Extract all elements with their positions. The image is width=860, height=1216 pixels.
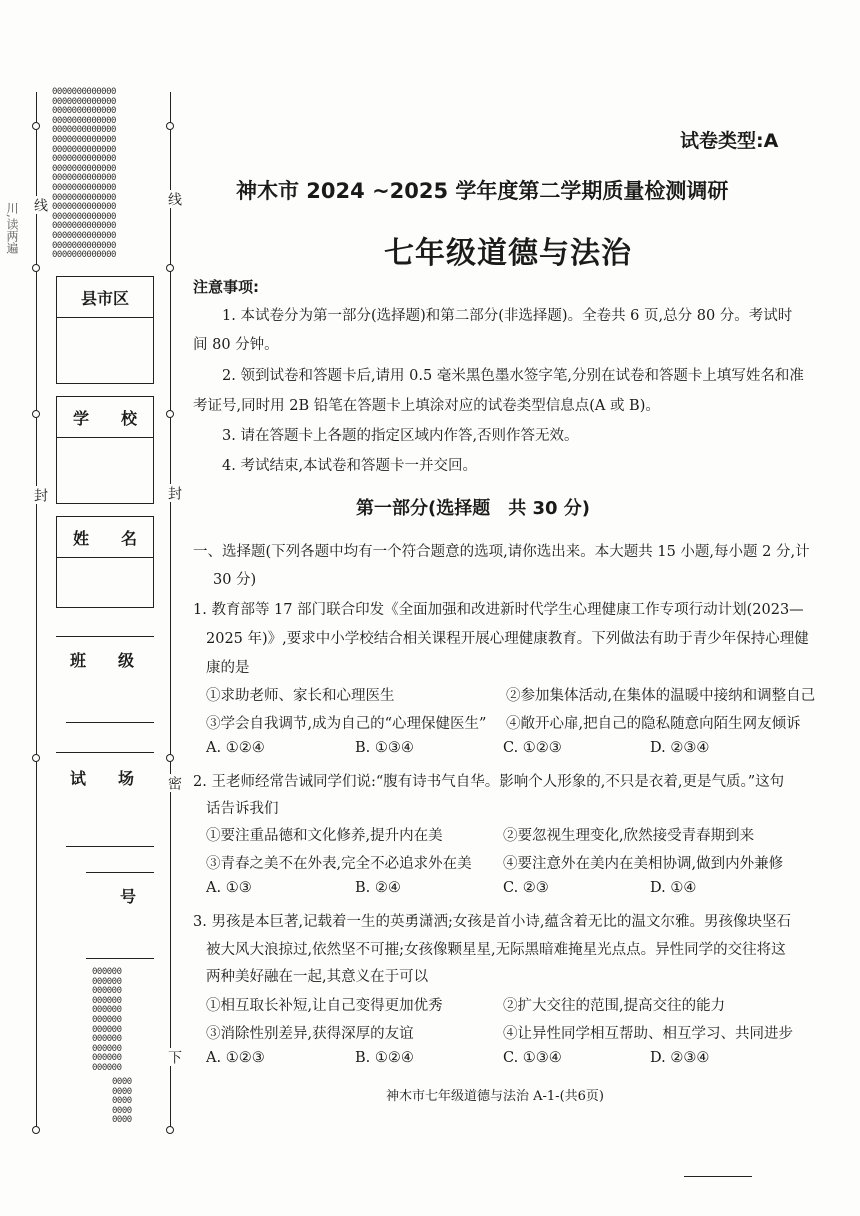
dot-grid-bottom-left: 0000 0000 0000 0000 0000 <box>112 1077 132 1126</box>
option-statement: ②要忽视生理变化,欣然接受青春期到来 <box>503 828 755 844</box>
question-stem: 话告诉我们 <box>206 801 279 817</box>
cut-label-seal-left: 封 <box>32 488 48 502</box>
part1-heading: 第一部分(选择题 共 30 分) <box>356 498 591 519</box>
answer-choice-c[interactable]: C. ②③ <box>503 880 549 896</box>
cut-label-seal-right: 封 <box>166 486 182 500</box>
answer-choice-b[interactable]: B. ①②④ <box>355 1050 414 1066</box>
answer-choice-a[interactable]: A. ①③ <box>206 880 252 896</box>
field-room-label: 试 场 <box>70 769 135 788</box>
question-stem: 康的是 <box>206 660 250 676</box>
option-statement: ①求助老师、家长和心理医生 <box>206 688 395 704</box>
field-name[interactable] <box>56 516 154 608</box>
option-statement: ③青春之美不在外表,完全不必追求外在美 <box>206 856 472 872</box>
subject-title: 七年级道德与法治 <box>384 236 632 271</box>
field-seat-label: 号 <box>120 887 137 906</box>
cut-label-line-right: 线 <box>166 192 182 206</box>
section-instruction: 一、选择题(下列各题中均有一个符合题意的选项,请你选出来。本大题共 15 小题,每小题 2 分,计 <box>193 544 810 560</box>
question-stem: 1. 教育部等 17 部门联合印发《全面加强和改进新时代学生心理健康工作专项行动计划(2023— <box>193 602 804 618</box>
option-statement: ④让异性同学相互帮助、相互学习、共同进步 <box>503 1026 793 1042</box>
option-statement: ②扩大交往的范围,提高交往的能力 <box>503 998 726 1014</box>
dot-grid-top: 0000000000000 0000000000000 0000000000000 0000000000000 0000000000000 0000000000000 0000000000000 0000000000000 0000000000000 0000000000000 0000000000000 0000000000000 0000000000000 0000000000000 0000000000000 0000000000000 0000000000000 0000000000000 <box>52 87 116 261</box>
notice-line: 4. 考试结束,本试卷和答题卡一并交回。 <box>222 458 478 474</box>
page-footer: 神木市七年级道德与法治 A-1-(共6页) <box>386 1089 604 1104</box>
notice-line: 考证号,同时用 2B 铅笔在答题卡上填涂对应的试卷类型信息点(A 或 B)。 <box>193 398 660 414</box>
notice-line: 3. 请在答题卡上各题的指定区域内作答,否则作答无效。 <box>222 428 579 444</box>
question-stem: 3. 男孩是本巨著,记载着一生的英勇潇洒;女孩是首小诗,蕴含着无比的温文尔雅。男孩像块坚石 <box>193 914 792 930</box>
cut-label-secret: 密 <box>166 776 182 790</box>
option-statement: ②参加集体活动,在集体的温暖中接纳和调整自己 <box>506 688 816 704</box>
answer-choice-a[interactable]: A. ①②④ <box>206 740 265 756</box>
edge-text: 川,读两遍 <box>5 202 19 254</box>
scan-mark <box>684 1176 752 1177</box>
field-school-label: 学 校 <box>57 397 153 438</box>
notice-heading: 注意事项: <box>193 278 259 296</box>
answer-choice-a[interactable]: A. ①②③ <box>206 1050 265 1066</box>
cut-label-down: 下 <box>166 1050 182 1064</box>
option-statement: ①要注重品德和文化修养,提升内在美 <box>206 828 443 844</box>
field-county[interactable] <box>56 276 154 384</box>
option-statement: ③消除性别差异,获得深厚的友谊 <box>206 1026 414 1042</box>
answer-choice-b[interactable]: B. ①③④ <box>355 740 414 756</box>
field-class-label: 班 级 <box>70 651 135 670</box>
answer-choice-c[interactable]: C. ①③④ <box>503 1050 562 1066</box>
option-statement: ①相互取长补短,让自己变得更加优秀 <box>206 998 443 1014</box>
question-stem: 2025 年)》,要求中小学校结合相关课程开展心理健康教育。下列做法有助于青少年保持心理健 <box>206 631 809 647</box>
question-stem: 两种美好融在一起,其意义在于可以 <box>206 969 429 985</box>
notice-line: 间 80 分钟。 <box>193 337 279 353</box>
cut-label-line-left: 线 <box>32 198 48 212</box>
answer-choice-d[interactable]: D. ②③④ <box>650 1050 710 1066</box>
field-county-label: 县市区 <box>57 277 153 318</box>
notice-line: 1. 本试卷分为第一部分(选择题)和第二部分(非选择题)。全卷共 6 页,总分 80 分。考试时 <box>222 308 793 324</box>
question-stem: 被大风大浪掠过,依然坚不可摧;女孩像颗星星,无际黑暗难掩星光点点。异性同学的交往将这 <box>206 942 786 958</box>
exam-title: 神木市 2024 ~2025 学年度第二学期质量检测调研 <box>236 179 729 203</box>
question-stem: 2. 王老师经常告诫同学们说:“腹有诗书气自华。影响个人形象的,不只是衣着,更是气质。”这句 <box>193 774 785 790</box>
option-statement: ④敞开心扉,把自己的隐私随意向陌生网友倾诉 <box>506 716 801 732</box>
answer-choice-d[interactable]: D. ②③④ <box>650 740 710 756</box>
field-name-label: 姓 名 <box>57 517 153 558</box>
option-statement: ③学会自我调节,成为自己的“心理保健医生” <box>206 716 487 732</box>
section-instruction-cont: 30 分) <box>213 572 257 588</box>
paper-type: 试卷类型:A <box>680 130 779 152</box>
answer-choice-c[interactable]: C. ①②③ <box>503 740 562 756</box>
dot-grid-bottom: 000000 000000 000000 000000 000000 000000 000000 000000 000000 000000 000000 <box>92 967 122 1073</box>
field-school[interactable] <box>56 396 154 504</box>
notice-line: 2. 领到试卷和答题卡后,请用 0.5 毫米黑色墨水签字笔,分别在试卷和答题卡上填写姓名和准 <box>222 368 804 384</box>
answer-choice-d[interactable]: D. ①④ <box>650 880 697 896</box>
option-statement: ④要注意外在美内在美相协调,做到内外兼修 <box>503 856 784 872</box>
answer-choice-b[interactable]: B. ②④ <box>355 880 401 896</box>
